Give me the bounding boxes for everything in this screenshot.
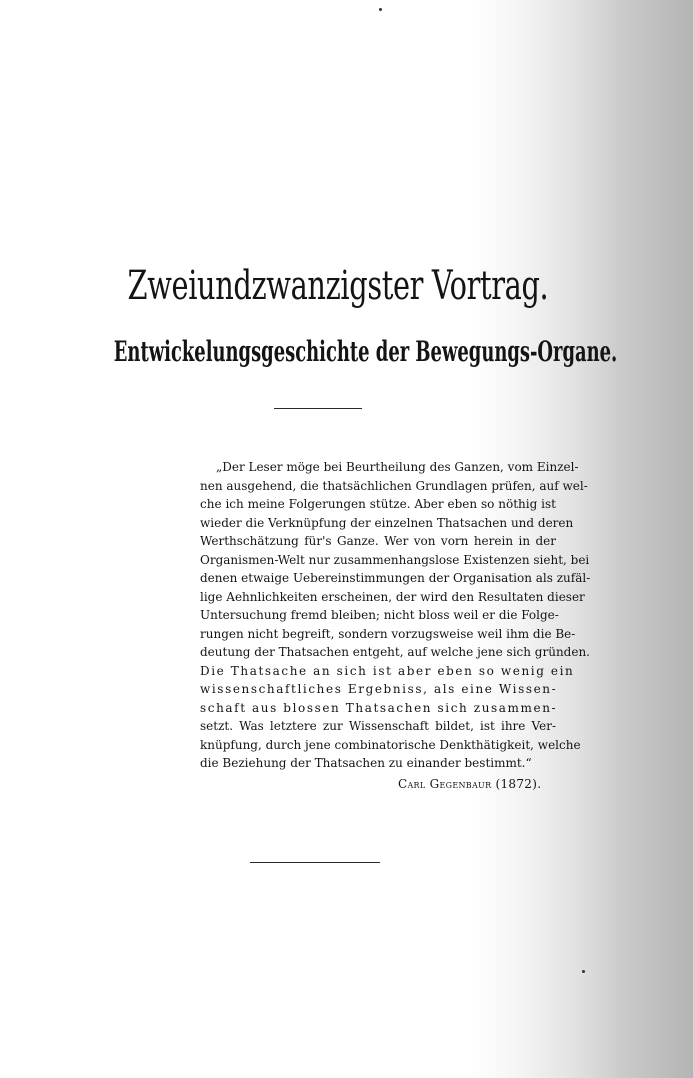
quote-line: „Der Leser möge bei Beurtheilung des Ganzen, vom Einzel- xyxy=(216,460,579,474)
lecture-subheading: Entwickelungsgeschichte der Bewegungs-Organe. xyxy=(113,335,618,368)
epigraph-quote xyxy=(200,458,591,773)
quote-line: wieder die Verknüpfung der einzelnen Thatsachen und deren xyxy=(200,515,574,530)
quote-line: che ich meine Folgerungen stütze. Aber eben so nöthig ist xyxy=(200,497,556,511)
quote-line: nen ausgehend, die thatsächlichen Grundlagen prüfen, auf wel- xyxy=(200,478,588,493)
divider-rule-bottom xyxy=(250,862,380,863)
quote-line: lige Aehnlichkeiten erscheinen, der wird den Resultaten dieser xyxy=(200,589,585,604)
ink-speck xyxy=(379,8,382,11)
ink-speck xyxy=(582,970,585,973)
quote-line: setzt. Was letztere zur Wissenschaft bildet, ist ihre Ver- xyxy=(200,719,556,733)
divider-rule-top xyxy=(274,408,362,409)
quote-line: Untersuchung fremd bleiben; nicht bloss weil er die Folge- xyxy=(200,608,559,622)
quote-line: Die Thatsache an sich ist aber eben so wenig ein xyxy=(200,663,575,678)
quote-author: Carl Gegenbaur (1872). xyxy=(398,777,542,791)
quote-line: die Beziehung der Thatsachen zu einander bestimmt.“ xyxy=(200,756,532,770)
quote-line: knüpfung, durch jene combinatorische Denkthätigkeit, welche xyxy=(200,737,581,752)
quote-line: deutung der Thatsachen entgeht, auf welche jene sich gründen. xyxy=(200,645,590,659)
quote-line: rungen nicht begreift, sondern vorzugsweise weil ihm die Be- xyxy=(200,626,576,641)
quote-line: schaft aus blossen Thatsachen sich zusammen- xyxy=(200,700,558,715)
lecture-heading: Zweiundzwanzigster Vortrag. xyxy=(127,263,549,309)
quote-line: wissenschaftliches Ergebniss, als eine Wissen- xyxy=(200,682,558,696)
quote-line: Werthschätzung für's Ganze. Wer von vorn herein in der xyxy=(200,534,556,548)
quote-line: Organismen-Welt nur zusammenhangslose Existenzen sieht, bei xyxy=(200,552,590,567)
quote-line: denen etwaige Uebereinstimmungen der Organisation als zufäl- xyxy=(200,571,591,585)
